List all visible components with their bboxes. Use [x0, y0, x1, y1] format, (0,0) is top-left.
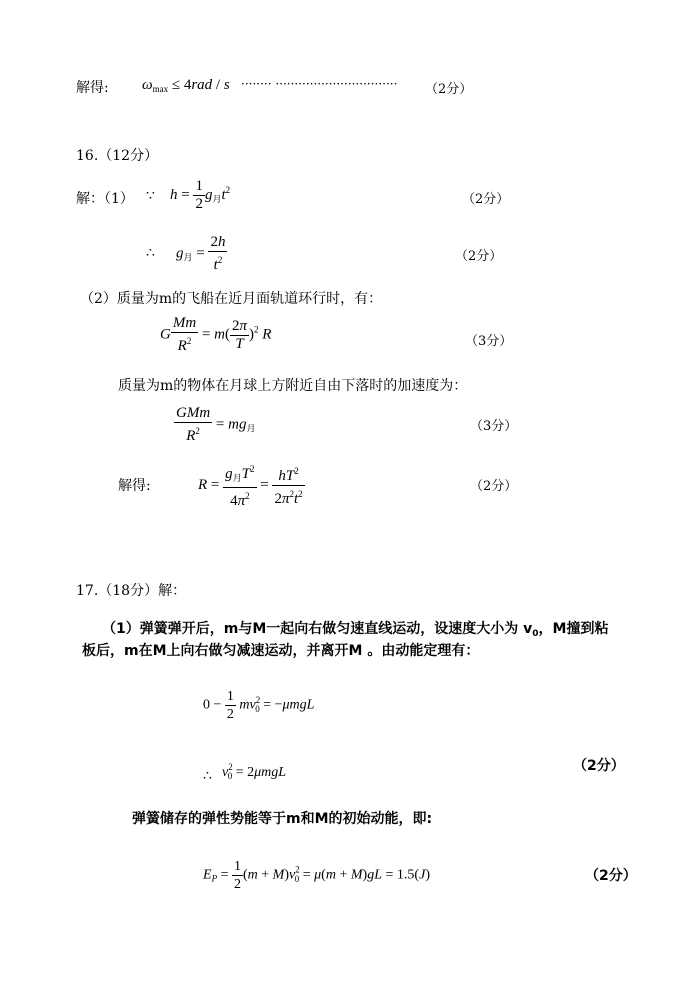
q17-para2: 弹簧储存的弹性势能等于m和M的初始动能，即:	[132, 811, 433, 827]
q17-score2: （2分）	[585, 868, 637, 884]
q16-object-text: 质量为m的物体在月球上方附近自由下落时的加速度为：	[118, 378, 468, 394]
formula-R: R = $\frac{g_月T^2}{4\pi^2}$ = $\frac{hT^2}{2\pi^2t^2}$	[198, 461, 305, 510]
q17-therefore: ∴	[203, 768, 212, 784]
dot-leader: ········ ································	[241, 77, 398, 91]
formula-elastic-energy: $E_P$ = $\frac{1}{2}$ $(m + M)v^2_0 = \mu(m + M)gL = 1.5(J)$	[203, 859, 430, 892]
formula-gravity-centripetal: G $\frac{Mm}{R^2}$ = m( $\frac{2\pi}{T}$ )$^2$ R	[160, 315, 272, 354]
score-line1: （2分）	[425, 82, 473, 97]
q16-solve-label: 解得:	[118, 478, 151, 494]
moon-sub: 月	[212, 193, 222, 204]
formula-v0-squared: $v^2_0 = 2\mu mgL$	[222, 762, 287, 781]
q17-score1: （2分）	[573, 758, 625, 774]
q17-para1-line1-tail: ，M撞到粘	[538, 621, 609, 637]
moon-sub: 月	[183, 252, 193, 263]
q16-score1: （2分）	[462, 192, 510, 207]
q16-heading: 16.（12分）	[76, 148, 159, 164]
moon-sub: 月	[232, 473, 242, 483]
q16-part1-label: 解：（1）	[76, 191, 134, 207]
q17-para1-line1-text: （1）弹簧弹开后，m与M一起向右做匀速直线运动，设速度大小为 v	[102, 621, 533, 637]
q16-score4: （3分）	[470, 419, 518, 434]
energy-value: 1.5	[396, 867, 415, 883]
q16-score5: （2分）	[470, 479, 518, 494]
q16-part2-text: （2）质量为m的飞船在近月面轨道环行时，有：	[80, 291, 383, 307]
moon-sub: 月	[246, 423, 256, 434]
omega-max-formula: $\omega_{max} \le 4rad / s$	[142, 77, 230, 94]
energy-unit: J	[419, 867, 426, 883]
q17-para1-line2: 板后，m在M上向右做匀减速运动，并离开M 。由动能定理有：	[82, 643, 480, 659]
because-symbol: ∵	[146, 188, 155, 204]
q17-heading: 17.（18分）解：	[76, 583, 187, 599]
formula-kinetic-energy-theorem: 0 − $\frac{1}{2}$ $mv^2_0 = -\mu mgL$	[203, 689, 315, 722]
formula-g-moon: $g_月$ = $\frac{2h}{t^2}$	[176, 234, 226, 273]
solve-label: 解得:	[76, 80, 109, 96]
q17-para1-line1: （1）弹簧弹开后，m与M一起向右做匀速直线运动，设速度大小为 $v_0$，M撞到粘	[102, 621, 609, 639]
formula-h: h = $\frac{1}{2}$ $g_月t^2$	[170, 178, 231, 212]
formula-gmm-mg: $\frac{\text{GMm}}{R^2}$ = $mg_月$	[176, 405, 256, 444]
therefore-symbol: ∴	[146, 245, 155, 261]
q16-score3: （3分）	[465, 334, 513, 349]
q16-score2: （2分）	[455, 249, 503, 264]
